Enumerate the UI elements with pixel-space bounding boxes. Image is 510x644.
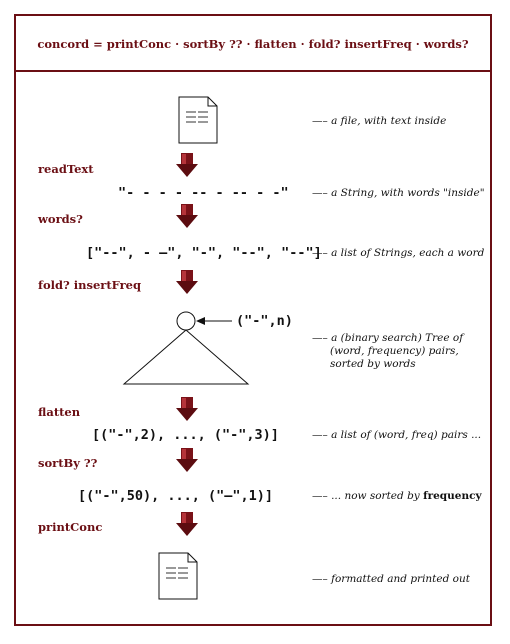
note-sorted-prefix: —– ... now sorted by xyxy=(312,490,424,502)
step-sortby: sortBy ?? xyxy=(38,456,98,470)
value-string: "- - - - -- - -- - -" xyxy=(118,185,289,201)
step-fold: fold? insertFreq xyxy=(38,278,142,292)
note-tree-line2: (word, frequency) pairs, xyxy=(330,345,459,357)
note-string: —– a String, with words "inside" xyxy=(312,187,485,199)
value-pairs: [("-",2), ..., ("-",3)] xyxy=(92,427,279,443)
note-tree-line3: sorted by words xyxy=(330,358,416,370)
step-printconc: printConc xyxy=(38,520,103,534)
value-sorted-pairs: [("-",50), ..., ("–",1)] xyxy=(78,488,274,504)
down-arrow-icon xyxy=(176,397,198,421)
step-words: words? xyxy=(38,212,83,226)
down-arrow-icon xyxy=(176,448,198,472)
step-flatten: flatten xyxy=(38,405,81,419)
value-word-list: ["--", - –", "-", "--", "--"] xyxy=(86,245,322,261)
note-sorted-bold: frequency xyxy=(423,490,482,502)
down-arrow-icon xyxy=(176,512,198,536)
note-sorted xyxy=(312,490,482,503)
note-file: —– a file, with text inside xyxy=(312,115,447,127)
node-label: ("-",n) xyxy=(236,313,293,329)
step-readtext: readText xyxy=(38,162,94,176)
note-printed: —– formatted and printed out xyxy=(312,573,470,585)
note-list: —– a list of Strings, each a word xyxy=(312,247,485,259)
concord-formula: concord = printConc · sortBy ?? · flatten · fold? insertFreq · words? xyxy=(37,37,469,51)
note-pairs: —– a list of (word, freq) pairs ... xyxy=(312,429,482,441)
document-icon xyxy=(158,552,198,600)
note-tree-line1: —– a (binary search) Tree of xyxy=(312,332,464,344)
